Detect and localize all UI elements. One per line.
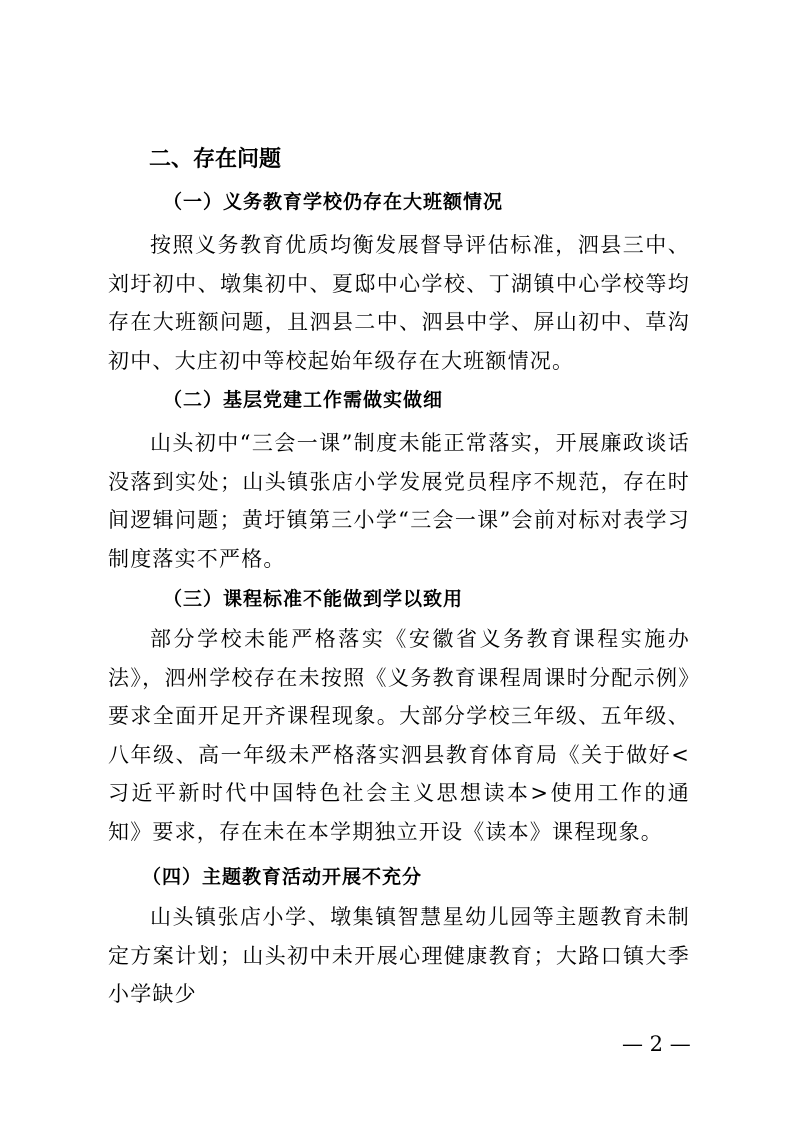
subsection-paragraph-4: 山头镇张店小学、墩集镇智慧星幼儿园等主题教育未制定方案计划；山头初中未开展心理健康教育；大路口镇大季小学缺少	[108, 905, 690, 1006]
section-title: 二、存在问题	[149, 147, 282, 172]
subsection-paragraph-2: 山头初中“三会一课”制度未能正常落实，开展廉政谈话没落到实处；山头镇张店小学发展党员程序不规范，存在时间逻辑问题；黄圩镇第三小学“三会一课”会前对标对表学习制度落实不严格。	[108, 431, 690, 571]
subsection-heading-3: （三）课程标准不能做到学以致用	[163, 588, 464, 610]
subsection-paragraph-3: 部分学校未能严格落实《安徽省义务教育课程实施办法》，泗州学校存在未按照《义务教育课程周课时分配示例》要求全面开足开齐课程现象。大部分学校三年级、五年级、八年级、高一年级未严格落实泗县教育体育局《关于做好<习近平新时代中国特色社会主义思想读本>使用工作的通知》要求，存在未在本学期独立开设《读本》课程现象。	[108, 627, 690, 844]
subsection-heading-1: （一）义务教育学校仍存在大班额情况	[163, 191, 504, 213]
subsection-heading-2: （二）基层党建工作需做实做细	[163, 389, 444, 411]
page-number: — 2 —	[622, 1032, 691, 1056]
subsection-heading-4: （四）主题教育活动开展不充分	[142, 866, 423, 888]
subsection-paragraph-1: 按照义务教育优质均衡发展督导评估标准，泗县三中、刘圩初中、墩集初中、夏邸中心学校、丁湖镇中心学校等均存在大班额问题，且泗县二中、泗县中学、屏山初中、草沟初中、大庄初中等校起始年级存在大班额情况。	[108, 233, 690, 373]
